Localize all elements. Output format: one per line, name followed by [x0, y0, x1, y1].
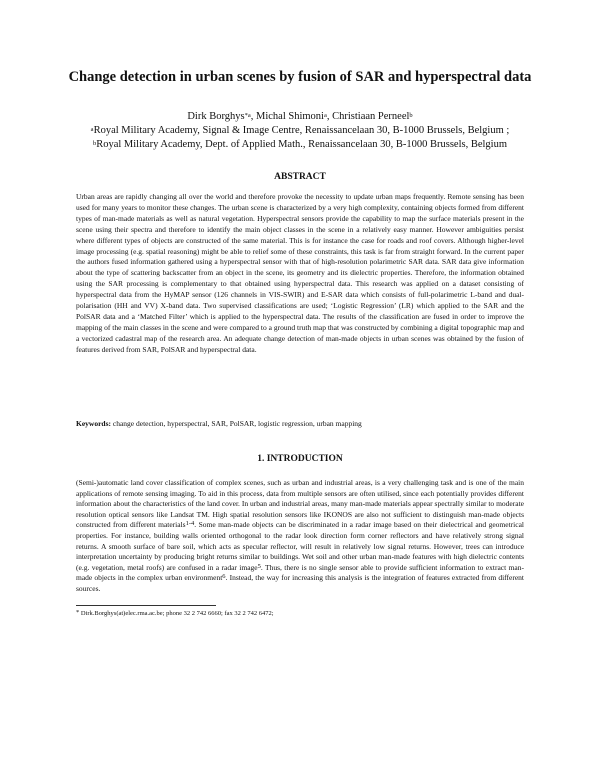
- intro-text: . Instead, the way for increasing this analysis is the integration of features extracted from different sources.: [76, 573, 524, 593]
- author-separator: ,: [326, 111, 333, 122]
- author-line: [40, 110, 560, 124]
- author-name: Dirk Borghys: [187, 111, 245, 122]
- paper-title: Change detection in urban scenes by fusion of SAR and hyperspectral data: [68, 69, 532, 85]
- intro-text: . Some man-made objects can be discriminated in a radar image based on their dielectrical and geometrical properties. For instance, building walls oriented orthogonal to the radar look direction form corner reflectors and have relatively strong signal returns. A smooth surface of bare soil, which acts as specular reflector, will result in relatively low signal returns. However, trees can introduce interpretation uncertainty by producing bright returns similar to buildings. Wet soil and other urban man-made features with high dielectric contents (e.g. vegetation, metal roofs) are confused in a radar image: [76, 520, 524, 572]
- affiliations: [40, 124, 560, 152]
- author-name: Michal Shimoni: [256, 111, 324, 122]
- footnote-text: Dirk.Borghys(at)elec.rma.ac.be; phone 32 2 742 6660; fax 32 2 742 6472;: [80, 610, 274, 617]
- author-marker: a: [323, 112, 327, 119]
- author-separator: ,: [250, 111, 257, 122]
- footnote: [76, 609, 274, 618]
- affiliation-marker: b: [92, 140, 97, 147]
- keywords-label: Keywords:: [76, 419, 111, 428]
- affiliation-marker: a: [90, 126, 94, 133]
- affiliation-text: Royal Military Academy, Signal & Image Centre, Renaissancelaan 30, B-1000 Brussels, Belgium ;: [93, 125, 510, 136]
- author-marker: b: [409, 112, 413, 119]
- citation-marker: 6: [222, 573, 226, 581]
- affiliation-a: [40, 124, 560, 138]
- intro-text: (Semi-)automatic land cover classification of complex scenes, such as urban and industrial areas, is a very challenging task and is one of the main applications of remote sensing imaging. To aid in this process, data from multiple sensors are often utilised, since each potentially provides different information about the characteristics of the land cover. In urban and industrial areas, many man-made materials appear spectrally similar to moderate resolution optical sensors like Landsat TM. High spatial resolution sensors like IKONOS are also not sufficient to distinguish man-made objects constructed from different materials: [76, 478, 524, 530]
- section-heading-introduction: 1. INTRODUCTION: [257, 454, 343, 464]
- keywords-text: change detection, hyperspectral, SAR, PolSAR, logistic regression, urban mapping: [112, 419, 362, 428]
- footnote-divider: [76, 605, 216, 606]
- affiliation-text: Royal Military Academy, Dept. of Applied Math., Renaissancelaan 30, B-1000 Brussels, Belgium: [96, 139, 508, 150]
- affiliation-b: [40, 138, 560, 152]
- author-marker: *a: [244, 112, 251, 119]
- introduction-paragraph: [76, 478, 524, 595]
- abstract-heading: ABSTRACT: [274, 172, 326, 182]
- footnote-marker: *: [76, 609, 80, 616]
- citation-marker: 5: [257, 562, 261, 570]
- abstract-body: Urban areas are rapidly changing all over the world and therefore provoke the necessity to update urban maps frequently. Remote sensing has been used for many years to monitor these changes. The urban scene is characterized by a very high complexity, containing objects formed from different types of man-made materials as well as natural vegetation. Hyperspectral sensors provide the capability to map the surface materials present in the scene using their spectra and therefore to identify the main object classes in the scene in a relatively easy manner. However ambiguities persist where different types of objects are constructed of the same material. This is for instance the case for roads and roof covers. Although higher-level image processing (e.g. spatial reasoning) might be able to relief some of these constraints, this task is far from straight forward. In the current paper the authors fused information gathered using a hyperspectral sensor with that of high-resolution polarimetric SAR data. SAR data give information about the type of scattering backscatter from an object in the scene, its geometry and its dielectric properties. Therefore, the information obtained using the SAR processing is complementary to that obtained using hyperspectral data. This research was applied on a dataset consisting of hyperspectral data from the HyMAP sensor (126 channels in VIS-SWIR) and E-SAR data which consists of full-polarimetric L-band and dual-polarisation (HH and VV) X-band data. Two supervised classifications are used; ‘Logistic Regression’ (LR) which applied to the SAR and the PolSAR data and a ‘Matched Filter’ which is applied to the hyperspectral data. The results of the classification are fused in order to improve the mapping of the main classes in the scene and were compared to a ground truth map that was constructed by combining a digital topographic map and a vectorized cadastral map of the research area. An adequate change detection of man-made objects in urban scenes was obtained by the fusion of features derived from SAR, PolSAR and hyperspectral data.: [76, 192, 524, 354]
- intro-text: . Thus, there is no single sensor able to provide sufficient information to extract man-made objects in the complex urban environment: [76, 562, 524, 583]
- keywords-line: [76, 419, 524, 429]
- citation-marker: 1-4: [185, 520, 195, 528]
- author-name: Christiaan Perneel: [332, 111, 410, 122]
